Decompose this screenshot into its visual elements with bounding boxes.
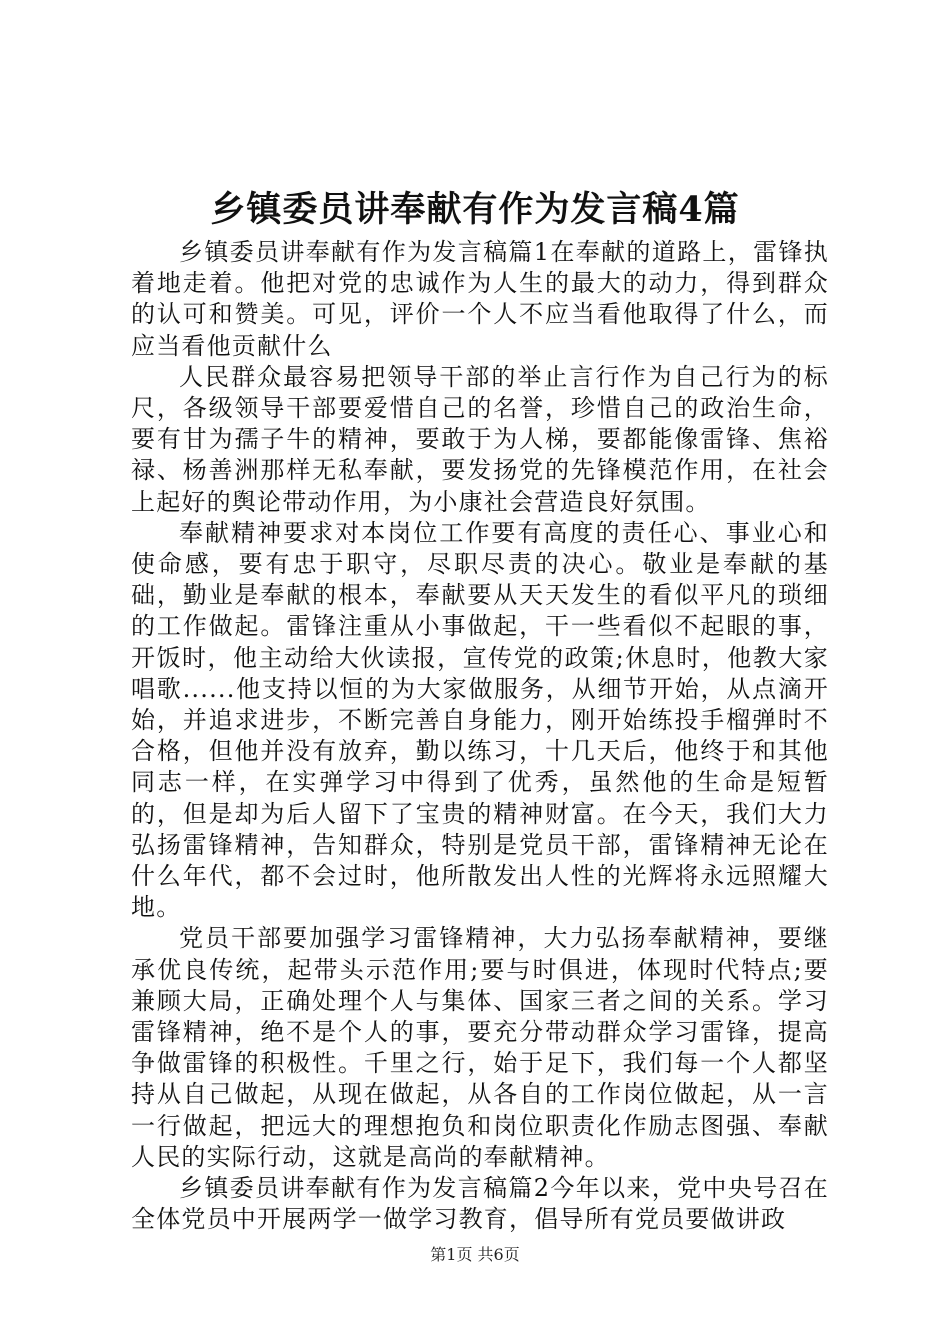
body-paragraph-4: 党员干部要加强学习雷锋精神，大力弘扬奉献精神，要继承优良传统，起带头示范作用;要与时俱进，体现时代特点;要兼顾大局，正确处理个人与集体、国家三者之间的关系。学习雷锋精神，绝不是个人的事，要充分带动群众学习雷锋，提高争做雷锋的积极性。千里之行，始于足下，我们每一个人都坚持从自己做起，从现在做起，从各自的工作岗位做起，从一言一行做起，把远大的理想抱负和岗位职责化作励志图强、奉献人民的实际行动，这就是高尚的奉献精神。 [131, 924, 829, 1171]
body-paragraph-2: 人民群众最容易把领导干部的举止言行作为自己行为的标尺，各级领导干部要爱惜自己的名誉，珍惜自己的政治生命，要有甘为孺子牛的精神，要敢于为人梯，要都能像雷锋、焦裕禄、杨善洲那样无私奉献，要发扬党的先锋模范作用，在社会上起好的舆论带动作用，为小康社会营造良好氛围。 [131, 362, 829, 516]
body-paragraph-5: 乡镇委员讲奉献有作为发言稿篇2今年以来，党中央号召在全体党员中开展两学一做学习教育，倡导所有党员要做讲政 [131, 1174, 829, 1234]
body-paragraph-3: 奉献精神要求对本岗位工作要有高度的责任心、事业心和使命感，要有忠于职守，尽职尽责的决心。敬业是奉献的基础，勤业是奉献的根本，奉献要从天天发生的看似平凡的琐细的工作做起。雷锋注重从小事做起，干一些看似不起眼的事，开饭时，他主动给大伙读报，宣传党的政策;休息时，他教大家唱歌......他支持以恒的为大家做服务，从细节开始，从点滴开始，并追求进步，不断完善自身能力，刚开始练投手榴弹时不合格，但他并没有放弃，勤以练习，十几天后，他终于和其他同志一样，在实弹学习中得到了优秀，虽然他的生命是短暂的，但是却为后人留下了宝贵的精神财富。在今天，我们大力弘扬雷锋精神，告知群众，特别是党员干部，雷锋精神无论在什么年代，都不会过时，他所散发出人性的光辉将永远照耀大地。 [131, 518, 829, 922]
page-number-label: 第1页 共6页 [430, 1245, 520, 1264]
document-body [131, 237, 829, 1236]
document-title: 乡镇委员讲奉献有作为发言稿4篇 [210, 189, 740, 230]
page-footer [0, 1245, 950, 1265]
body-paragraph-1: 乡镇委员讲奉献有作为发言稿篇1在奉献的道路上，雷锋执着地走着。他把对党的忠诚作为人生的最大的动力，得到群众的认可和赞美。可见，评价一个人不应当看他取得了什么，而应当看他贡献什么 [131, 238, 829, 360]
